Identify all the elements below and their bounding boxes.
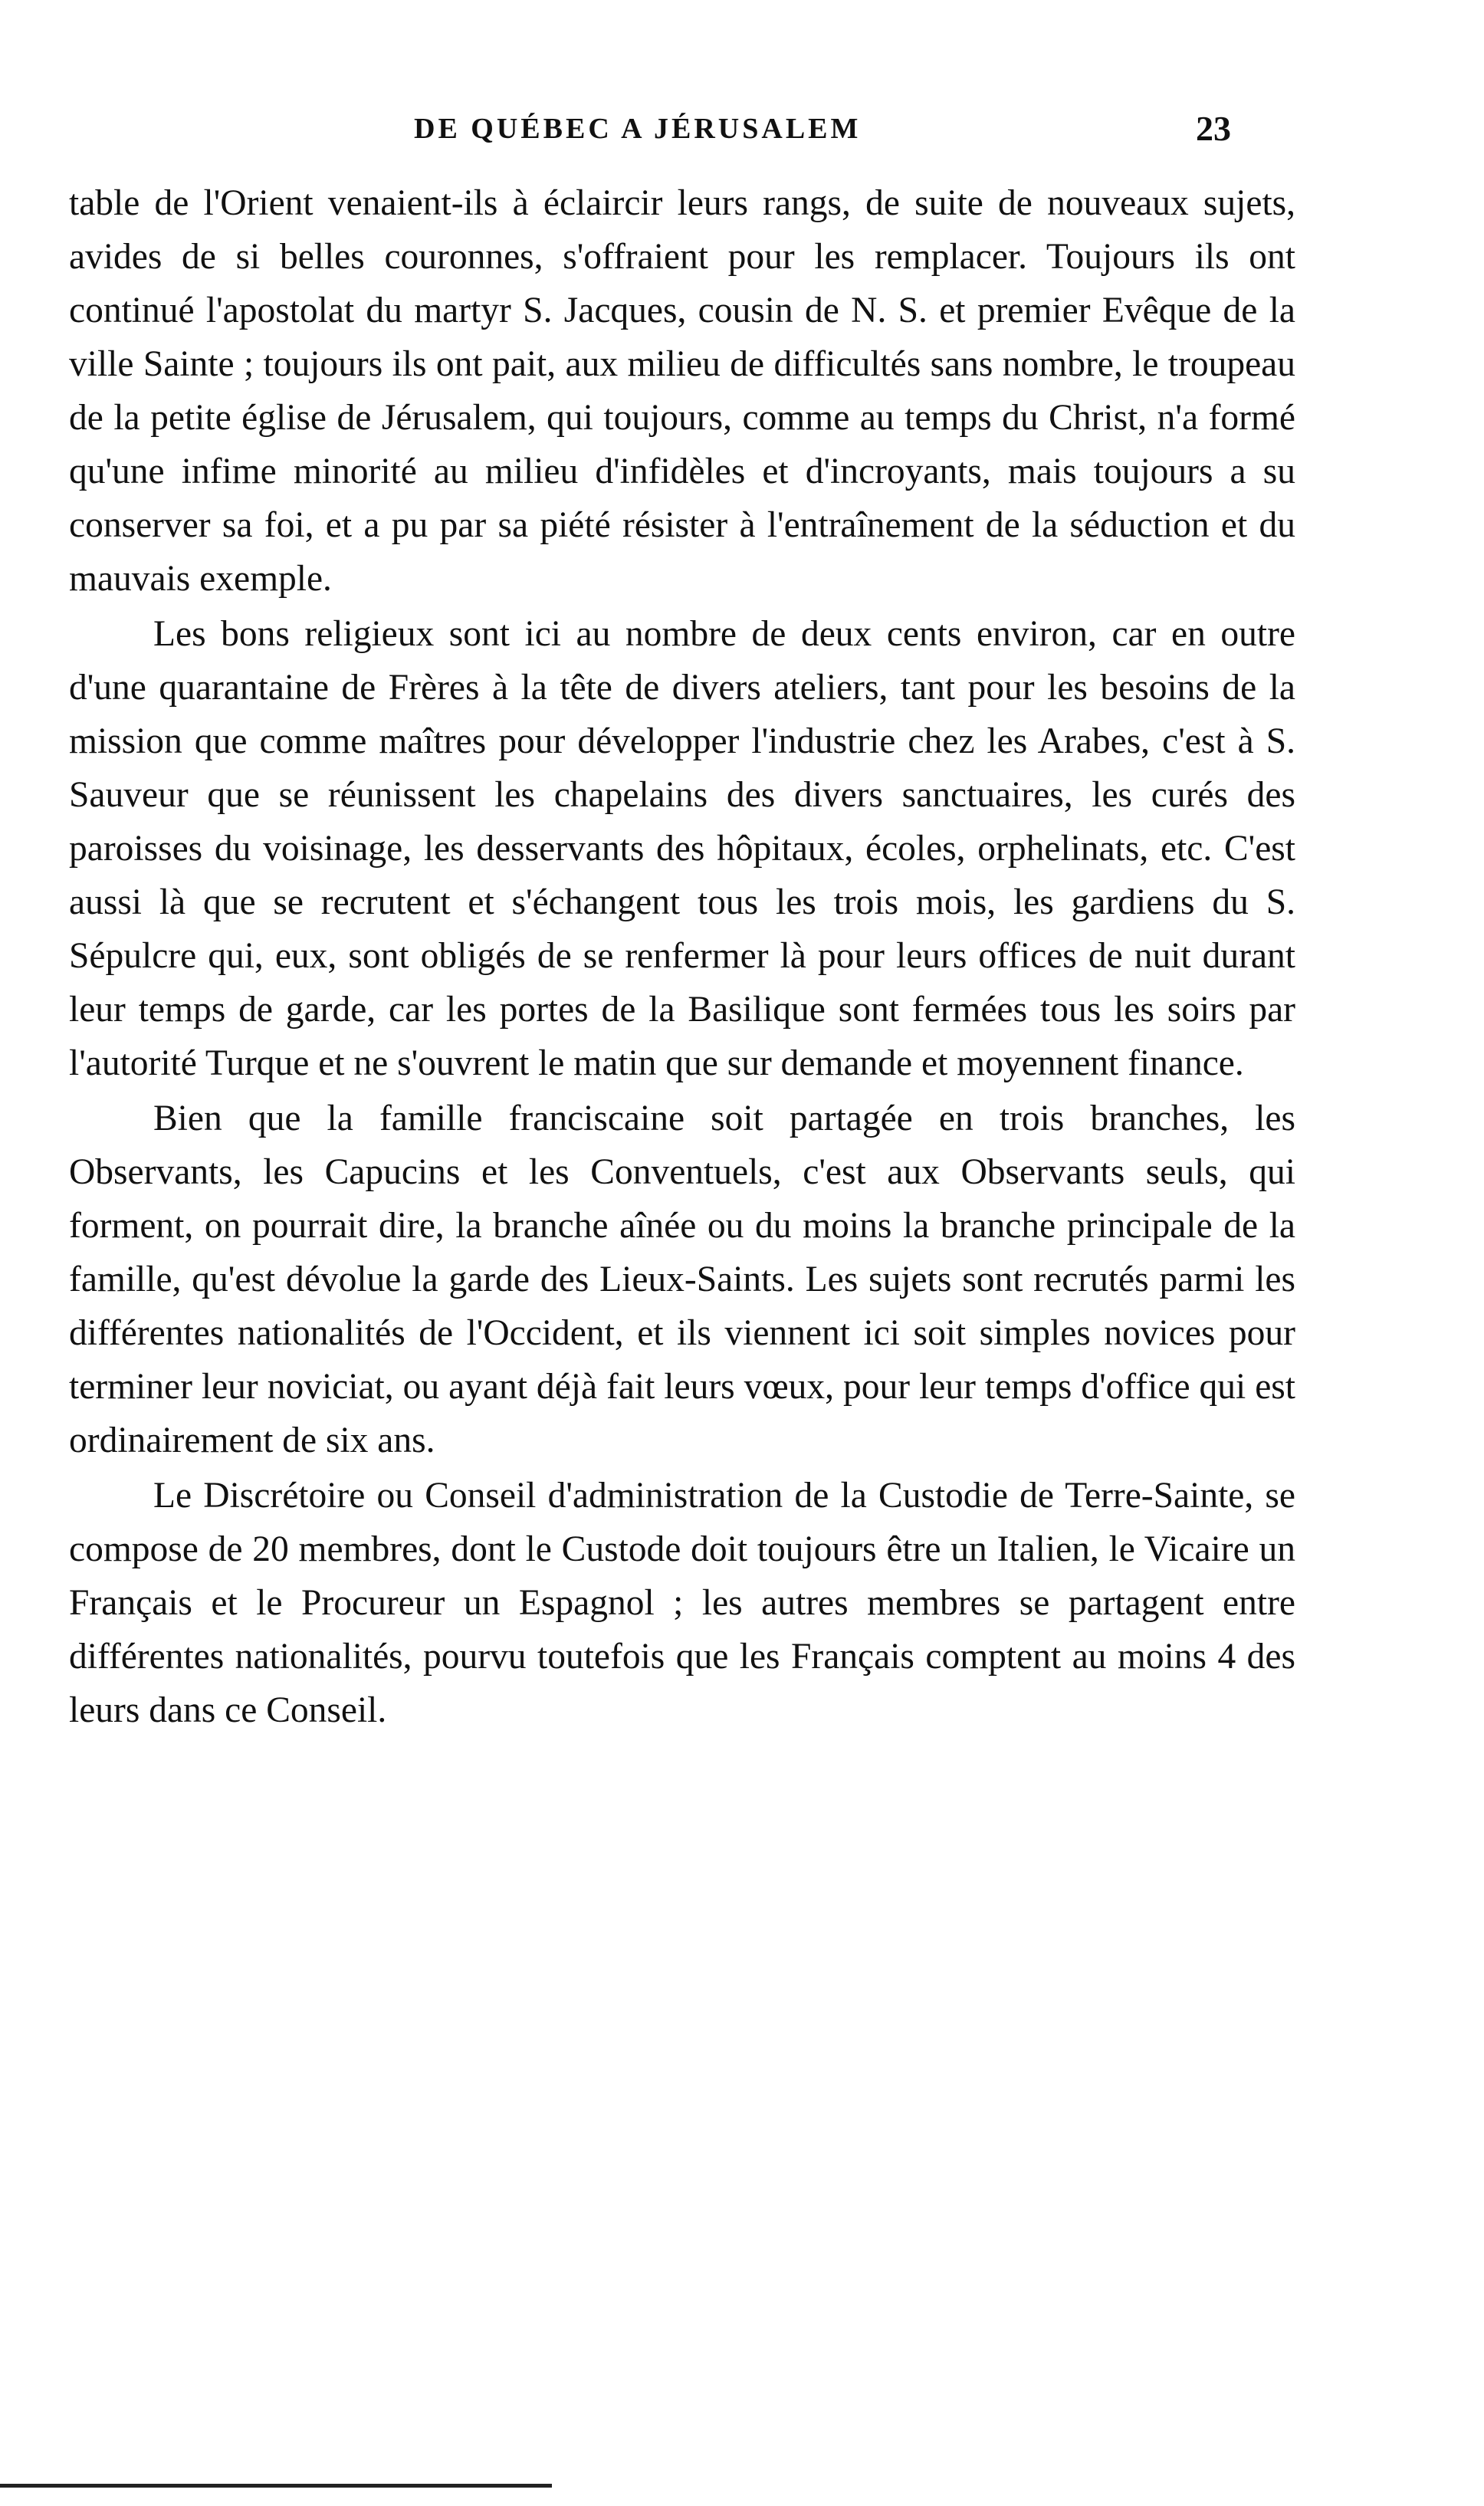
running-head bbox=[0, 98, 1484, 159]
text-body bbox=[69, 176, 1295, 1737]
paragraph-2: Les bons religieux sont ici au nombre de deux cents environ, car en outre d'une quarantaine de Frères à la tête de divers ateliers, tant pour les besoins de la mission que comme maîtres pour développer l'industrie chez les Arabes, c'est à S. Sauveur que se réunissent les chapelains des divers sanctuaires, les curés des paroisses du voisinage, les desservants des hôpitaux, écoles, orphelinats, etc. C'est aussi là que se recrutent et s'échangent tous les trois mois, les gardiens du S. Sépulcre qui, eux, sont obligés de se renfermer là pour leurs offices de nuit durant leur temps de garde, car les portes de la Basilique sont fermées tous les soirs par l'autorité Turque et ne s'ouvrent le matin que sur demande et moyennent finance. bbox=[69, 614, 1295, 1083]
bottom-edge-shadow bbox=[0, 2484, 552, 2488]
paragraph-3: Bien que la famille franciscaine soit partagée en trois branches, les Observants, les Capucins et les Conventuels, c'est aux Observants seuls, qui forment, on pourrait dire, la branche aînée ou du moins la branche principale de la famille, qu'est dévolue la garde des Lieux-Saints. Les sujets sont recrutés parmi les différentes nationalités de l'Occident, et ils viennent ici soit simples novices pour terminer leur noviciat, ou ayant déjà fait leurs vœux, pour leur temps d'office qui est ordinairement de six ans. bbox=[69, 1099, 1295, 1460]
paragraph-4: Le Discrétoire ou Conseil d'administration de la Custodie de Terre-Sainte, se compose de 20 membres, dont le Custode doit toujours être un Italien, le Vicaire un Français et le Procureur un Espagnol ; les autres membres se partagent entre différentes nationalités, pourvu toutefois que les Français comptent au moins 4 des leurs dans ce Conseil. bbox=[69, 1476, 1295, 1730]
paragraph-1: table de l'Orient venaient-ils à éclaircir leurs rangs, de suite de nouveaux sujets, avides de si belles couronnes, s'offraient pour les remplacer. Toujours ils ont continué l'apostolat du martyr S. Jacques, cousin de N. S. et premier Evêque de la ville Sainte ; toujours ils ont pait, aux milieu de difficultés sans nombre, le troupeau de la petite église de Jérusalem, qui toujours, comme au temps du Christ, n'a formé qu'une infime minorité au milieu d'infidèles et d'incroyants, mais toujours a su conserver sa foi, et a pu par sa piété résister à l'entraînement de la séduction et du mauvais exemple. bbox=[69, 183, 1295, 599]
running-title: DE QUÉBEC A JÉRUSALEM bbox=[414, 113, 862, 145]
page-number: 23 bbox=[1196, 109, 1231, 148]
